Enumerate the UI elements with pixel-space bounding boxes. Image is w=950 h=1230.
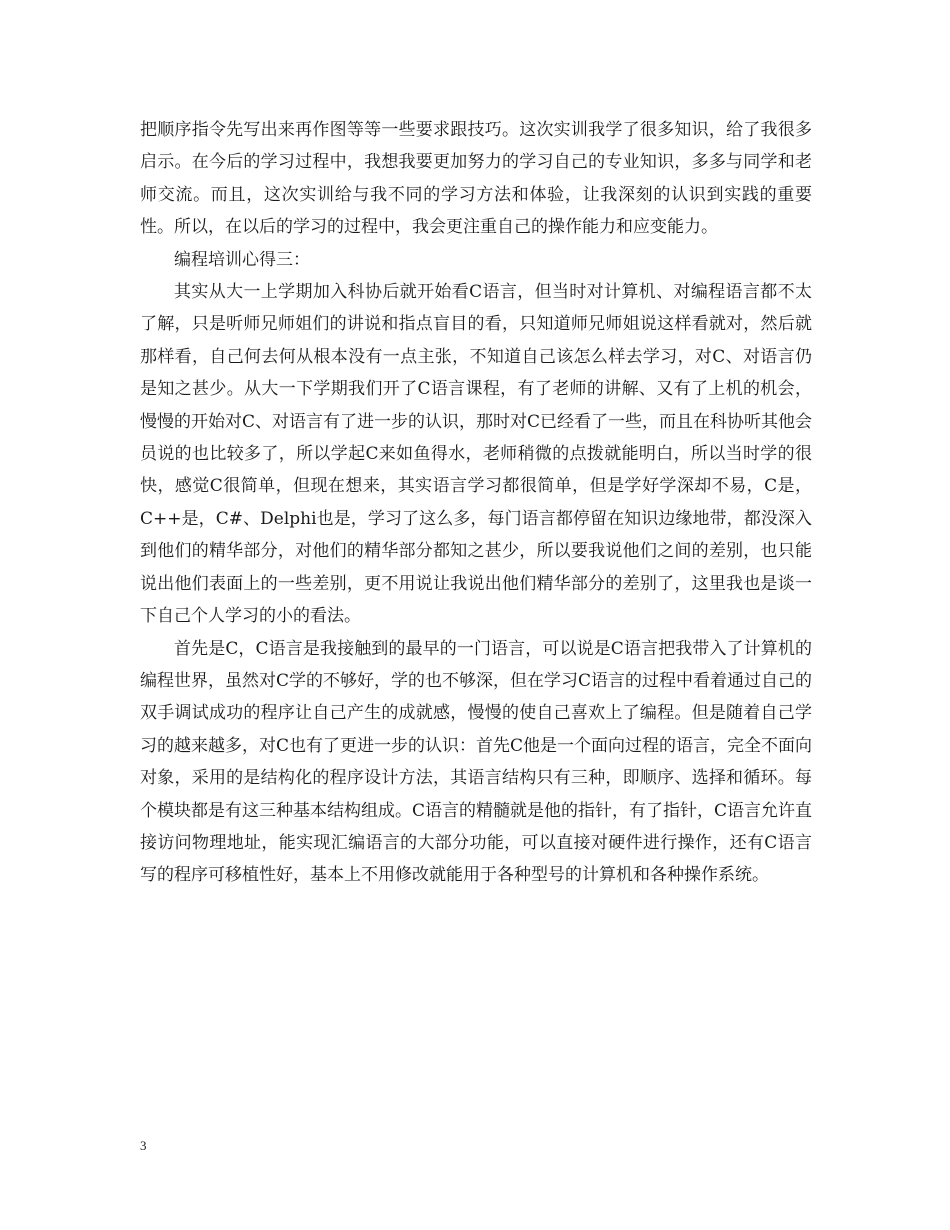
document-body [140,114,812,892]
page-number: 3 [140,1138,147,1153]
paragraph-c-language-features: 首先是C，C语言是我接触到的最早的一门语言，可以说是C语言把我带入了计算机的编程世界，虽然对C学的不够好，学的也不够深，但在学习C语言的过程中看着通过自己的双手调试成功的程序让自己产生的成就感，慢慢的使自己喜欢上了编程。但是随着自己学习的越来越多，对C也有了更进一步的认识：首先C他是一个面向过程的语言，完全不面向对象，采用的是结构化的程序设计方法，其语言结构只有三种，即顺序、选择和循环。每个模块都是有这三种基本结构组成。C语言的精髓就是他的指针，有了指针，C语言允许直接访问物理地址，能实现汇编语言的大部分功能，可以直接对硬件进行操作，还有C语言写的程序可移植性好，基本上不用修改就能用于各种型号的计算机和各种操作系统。 [140,638,813,886]
section-heading: 编程培训心得三： [174,249,310,270]
paragraph-continuation: 把顺序指令先写出来再作图等等一些要求跟技巧。这次实训我学了很多知识，给了我很多启示。在今后的学习过程中，我想我要更加努力的学习自己的专业知识，多多与同学和老师交流。而且，这次实训给与我不同的学习方法和体验，让我深刻的认识到实践的重要性。所以，在以后的学习的过程中，我会更注重自己的操作能力和应变能力。 [140,120,812,238]
paragraph-c-learning-experience: 其实从大一上学期加入科协后就开始看C语言，但当时对计算机、对编程语言都不太了解，只是听师兄师姐们的讲说和指点盲目的看，只知道师兄师姐说这样看就对，然后就那样看，自己何去何从根本没有一点主张，不知道自己该怎么样去学习，对C、对语言仍是知之甚少。从大一下学期我们开了C语言课程，有了老师的讲解、又有了上机的机会，慢慢的开始对C、对语言有了进一步的认识，那时对C已经看了一些，而且在科协听其他会员说的也比较多了，所以学起C来如鱼得水，老师稍微的点拨就能明白，所以当时学的很快，感觉C很简单，但现在想来，其实语言学习都很简单，但是学好学深却不易，C是，C++是，C#、Delphi也是，学习了这么多，每门语言都停留在知识边缘地带，都没深入到他们的精华部分，对他们的精华部分都知之甚少，所以要我说他们之间的差别，也只能说出他们表面上的一些差别，更不用说让我说出他们精华部分的差别了，这里我也是谈一下自己个人学习的小的看法。 [140,282,813,627]
